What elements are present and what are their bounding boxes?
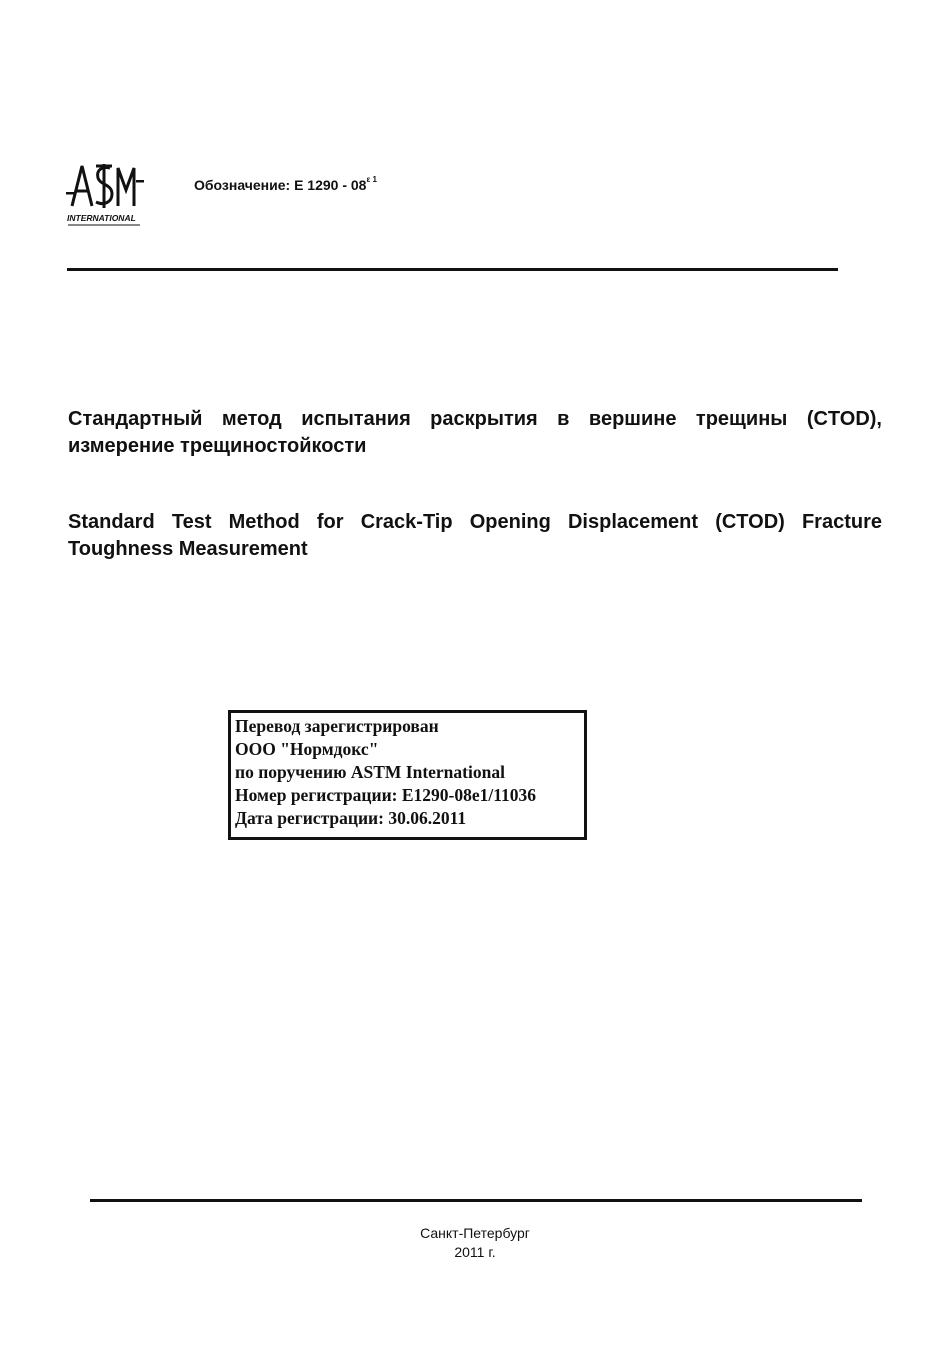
- registration-stamp: [228, 710, 587, 840]
- designation-text: Обозначение: E 1290 - 08: [194, 177, 367, 193]
- registration-line-date: Дата регистрации: 30.06.2011: [235, 808, 467, 828]
- registration-line-commission: по поручению ASTM International: [235, 762, 505, 782]
- footer-city: Санкт-Петербург: [420, 1225, 530, 1241]
- bottom-divider: [90, 1199, 862, 1202]
- astm-international-logo-icon: [66, 158, 144, 228]
- registration-line-company: ООО "Нормдокс": [235, 739, 379, 759]
- title-english: Standard Test Method for Crack-Tip Opening Displacement (CTOD) Fracture Toughness Measurement: [68, 511, 882, 560]
- designation-superscript: ε 1: [366, 175, 377, 185]
- footer-year: 2011 г.: [454, 1244, 496, 1260]
- document-designation: [194, 177, 377, 193]
- footer: [0, 1224, 950, 1262]
- registration-line-number: Номер регистрации: E1290-08e1/11036: [235, 785, 537, 805]
- title-russian: Стандартный метод испытания раскрытия в вершине трещины (CTOD), измерение трещиностойкости: [68, 408, 882, 457]
- logo-wordmark: INTERNATIONAL: [67, 213, 136, 223]
- registration-line-translated: Перевод зарегистрирован: [235, 716, 439, 736]
- top-divider: [67, 268, 838, 271]
